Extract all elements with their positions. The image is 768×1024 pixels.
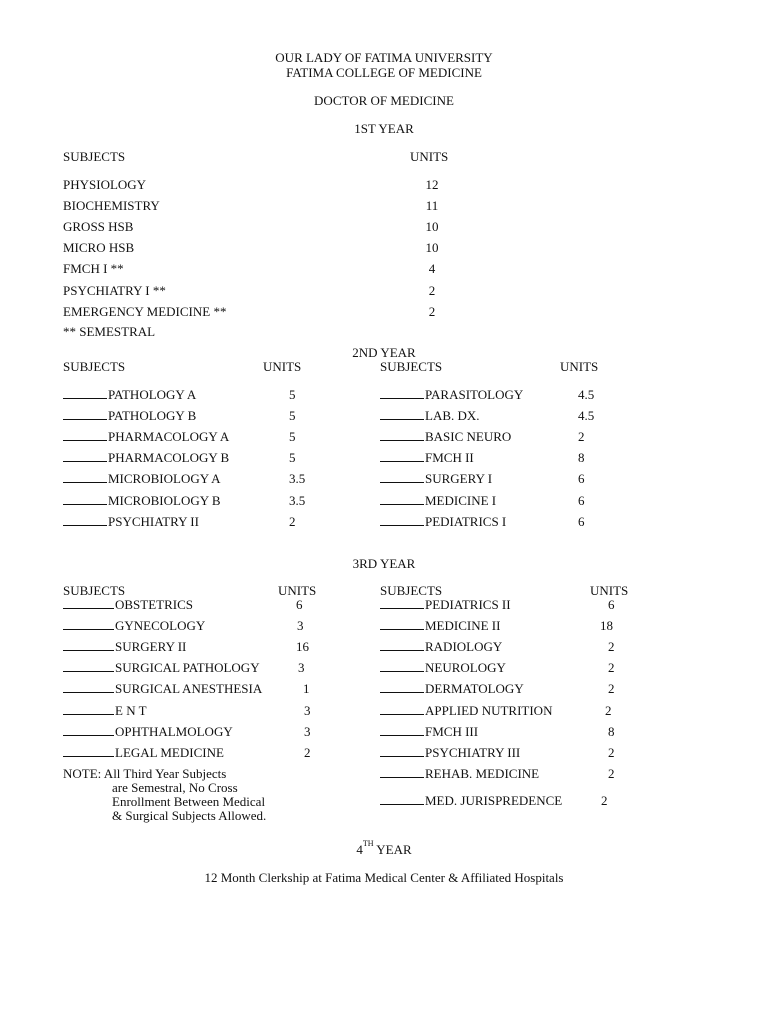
year3-right-row-units: 8: [608, 723, 615, 739]
year3-right-row-subject: [380, 640, 502, 653]
program-title: DOCTOR OF MEDICINE: [314, 93, 454, 108]
year3-note-line: NOTE: All Third Year Subjects: [63, 766, 227, 781]
blank-line: [63, 619, 114, 630]
year2-right-subjects-header: SUBJECTS: [380, 359, 443, 374]
year2-right-row-subject: [380, 409, 480, 422]
year2-right-row-units: 4.5: [578, 408, 595, 424]
year3-right-row-subject: [380, 704, 552, 717]
blank-line: [380, 767, 424, 778]
year3-right-row-units: 2: [601, 792, 608, 808]
year2-left-row-subject: [63, 494, 221, 507]
blank-line: [63, 598, 114, 609]
year1-row-subject: [63, 262, 124, 275]
blank-line: [63, 451, 107, 462]
blank-line: [380, 515, 424, 526]
year3-left-row-subject: [63, 704, 147, 717]
subject-name: NEUROLOGY: [425, 660, 506, 676]
subject-name: SURGICAL PATHOLOGY: [115, 660, 260, 676]
blank-line: [63, 704, 114, 715]
subject-name: PEDIATRICS II: [425, 597, 511, 612]
blank-line: [63, 661, 114, 672]
subject-name: PARASITOLOGY: [425, 387, 524, 402]
blank-line: [380, 640, 424, 651]
subject-name: PHARMACOLOGY A: [108, 429, 230, 445]
subject-name: GYNECOLOGY: [115, 618, 206, 634]
subject-name: OBSTETRICS: [115, 597, 194, 612]
year3-left-row-units: 3: [304, 702, 311, 718]
blank-line: [380, 746, 424, 757]
year3-right-row-subject: [380, 767, 539, 780]
blank-line: [63, 682, 114, 693]
subject-name: LAB. DX.: [425, 408, 480, 424]
subject-name: MEDICINE I: [425, 492, 497, 508]
year3-right-row-units: 2: [608, 744, 615, 760]
year3-right-row-subject: [380, 682, 524, 695]
year2-right-row-units: 2: [578, 429, 585, 445]
subject-name: MEDICINE II: [425, 618, 501, 634]
subject-name: MICROBIOLOGY A: [108, 471, 221, 487]
subject-name: MICROBIOLOGY B: [108, 492, 221, 508]
blank-line: [380, 388, 424, 399]
year3-right-row-units: 2: [608, 765, 615, 781]
blank-line: [380, 725, 424, 736]
year2-right-row-subject: [380, 472, 492, 485]
subject-name: PSYCHIATRY I **: [63, 282, 166, 298]
subject-name: PSYCHIATRY II: [108, 513, 199, 529]
subject-name: FMCH III: [425, 723, 479, 739]
subject-name: DERMATOLOGY: [425, 681, 524, 697]
subject-name: PSYCHIATRY III: [425, 744, 521, 760]
year2-left-row-subject: [63, 388, 196, 401]
year4-description: 12 Month Clerkship at Fatima Medical Center & Affiliated Hospitals: [204, 870, 564, 885]
university-name: OUR LADY OF FATIMA UNIVERSITY: [275, 50, 493, 65]
subject-name: SURGERY I: [425, 471, 493, 487]
year1-row-subject: [63, 305, 226, 318]
year3-right-row-units: 18: [600, 618, 613, 634]
year1-subjects-header: SUBJECTS: [63, 149, 126, 164]
year2-left-row-units: 5: [289, 450, 296, 466]
blank-line: [63, 746, 114, 757]
subject-name: MED. JURISPREDENCE: [425, 792, 563, 808]
subject-name: GROSS HSB: [63, 219, 134, 235]
year2-left-units-header: UNITS: [263, 359, 302, 374]
subject-name: PATHOLOGY B: [108, 408, 197, 424]
year3-left-row-subject: [63, 725, 233, 738]
year3-right-row-subject: [380, 661, 506, 674]
subject-name: FMCH I **: [63, 261, 124, 277]
blank-line: [63, 388, 107, 399]
year2-left-row-units: 5: [289, 387, 296, 402]
subject-name: PEDIATRICS I: [425, 513, 507, 529]
year3-left-row-subject: [63, 619, 205, 632]
year2-left-row-units: 3.5: [289, 471, 306, 487]
subject-name: E N T: [115, 702, 147, 718]
subject-name: REHAB. MEDICINE: [425, 765, 540, 781]
year2-left-subjects-header: SUBJECTS: [63, 359, 126, 374]
subject-name: EMERGENCY MEDICINE **: [63, 303, 227, 319]
year2-left-row-units: 3.5: [289, 492, 306, 508]
year1-row-units: 10: [425, 240, 439, 256]
year3-left-row-subject: [63, 661, 260, 674]
year1-row-subject: [63, 199, 160, 212]
year3-left-subjects-header: SUBJECTS: [63, 583, 126, 598]
year2-right-row-subject: [380, 388, 523, 401]
blank-line: [63, 640, 114, 651]
blank-line: [380, 598, 424, 609]
year3-left-row-units: 16: [296, 639, 309, 655]
blank-line: [380, 409, 424, 420]
year3-left-row-subject: [63, 640, 186, 653]
year2-right-row-units: 6: [578, 513, 585, 529]
blank-line: [63, 725, 114, 736]
year2-right-row-units: 8: [578, 450, 585, 466]
blank-line: [380, 794, 424, 805]
subject-name: LEGAL MEDICINE: [115, 744, 224, 760]
blank-line: [380, 451, 424, 462]
year2-right-row-subject: [380, 515, 506, 528]
year3-right-row-subject: [380, 725, 478, 738]
year2-right-row-subject: [380, 494, 496, 507]
subject-name: PHARMACOLOGY B: [108, 450, 230, 466]
year1-row-units: 2: [428, 303, 436, 319]
year2-left-row-subject: [63, 451, 229, 464]
subject-name: PHYSIOLOGY: [63, 177, 147, 192]
year3-left-units-header: UNITS: [278, 583, 317, 598]
year3-left-row-subject: [63, 746, 224, 759]
blank-line: [380, 494, 424, 505]
year2-left-row-subject: [63, 409, 196, 422]
year2-left-row-subject: [63, 472, 221, 485]
subject-name: PATHOLOGY A: [108, 387, 197, 402]
year2-left-row-subject: [63, 515, 199, 528]
year2-right-row-subject: [380, 451, 474, 464]
year3-left-row-units: 1: [303, 681, 310, 697]
year3-right-row-subject: [380, 598, 511, 611]
year1-units-header: UNITS: [410, 149, 449, 164]
blank-line: [380, 661, 424, 672]
year1-row-subject: [63, 284, 166, 297]
year3-left-row-units: 3: [298, 660, 305, 676]
year3-left-row-units: 2: [304, 744, 311, 760]
year3-right-units-header: UNITS: [590, 583, 629, 598]
subject-name: BIOCHEMISTRY: [63, 198, 160, 214]
year2-right-units-header: UNITS: [560, 359, 599, 374]
year1-row-units: 12: [425, 177, 439, 192]
year2-right-row-units: 6: [578, 492, 585, 508]
subject-name: SURGICAL ANESTHESIA: [115, 681, 263, 697]
year3-left-row-units: 3: [297, 618, 304, 634]
blank-line: [380, 472, 424, 483]
college-name: FATIMA COLLEGE OF MEDICINE: [286, 65, 482, 80]
blank-line: [63, 472, 107, 483]
blank-line: [380, 430, 424, 441]
year1-row-units: 4: [428, 261, 436, 277]
year1-row-units: 2: [428, 282, 436, 298]
year1-row-subject: [63, 241, 134, 254]
year3-note-line: are Semestral, No Cross: [112, 780, 238, 795]
year3-left-row-units: 6: [296, 597, 303, 612]
year1-note: ** SEMESTRAL: [63, 324, 156, 339]
subject-name: RADIOLOGY: [425, 639, 503, 655]
year4-number: 4: [356, 842, 363, 857]
year3-right-row-subject: [380, 794, 562, 807]
blank-line: [63, 409, 107, 420]
blank-line: [63, 515, 107, 526]
year4-title: [0, 839, 768, 857]
year1-row-units: 10: [425, 219, 439, 235]
year2-left-row-units: 5: [289, 408, 296, 424]
year2-left-row-subject: [63, 430, 229, 443]
subject-name: SURGERY II: [115, 639, 187, 655]
year2-left-row-units: 5: [289, 429, 296, 445]
subject-name: FMCH II: [425, 450, 474, 466]
year2-right-row-subject: [380, 430, 511, 443]
year3-right-row-units: 6: [608, 597, 615, 612]
year3-title: 3RD YEAR: [352, 556, 416, 571]
year3-left-row-units: 3: [304, 723, 311, 739]
year3-right-row-units: 2: [608, 660, 615, 676]
year1-title: 1ST YEAR: [354, 121, 414, 136]
year2-title: 2ND YEAR: [352, 345, 416, 360]
blank-line: [63, 494, 107, 505]
year2-left-row-units: 2: [289, 513, 296, 529]
blank-line: [380, 682, 424, 693]
year3-right-row-subject: [380, 619, 500, 632]
subject-name: OPHTHALMOLOGY: [115, 723, 233, 739]
blank-line: [380, 704, 424, 715]
year3-right-row-units: 2: [608, 639, 615, 655]
year3-left-row-subject: [63, 682, 262, 695]
year1-row-subject: [63, 178, 146, 191]
year3-right-subjects-header: SUBJECTS: [380, 583, 443, 598]
blank-line: [63, 430, 107, 441]
subject-name: MICRO HSB: [63, 240, 135, 256]
subject-name: APPLIED NUTRITION: [425, 702, 553, 718]
year4-ordinal-suffix: TH: [362, 839, 374, 848]
year2-right-row-units: 6: [578, 471, 585, 487]
year3-note-line: Enrollment Between Medical: [112, 794, 266, 809]
year3-right-row-units: 2: [608, 681, 615, 697]
year3-right-row-units: 2: [605, 702, 612, 718]
year1-row-subject: [63, 220, 133, 233]
year3-left-row-subject: [63, 598, 193, 611]
blank-line: [380, 619, 424, 630]
year4-word: YEAR: [376, 842, 412, 857]
year3-note-line: & Surgical Subjects Allowed.: [112, 808, 267, 823]
year1-row-units: 11: [425, 198, 439, 214]
subject-name: BASIC NEURO: [425, 429, 512, 445]
year3-right-row-subject: [380, 746, 520, 759]
year2-right-row-units: 4.5: [578, 387, 595, 402]
